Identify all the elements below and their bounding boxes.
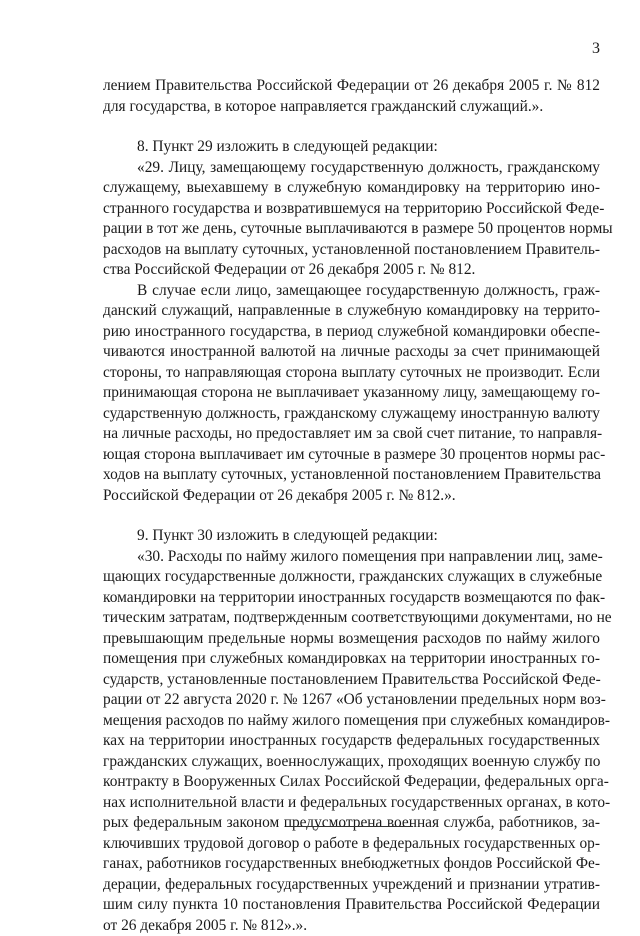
text-line: гражданских служащих, военнослужащих, проходящих военную службу по	[103, 752, 600, 773]
page-number: 3	[592, 40, 600, 58]
text-line: 9. Пункт 30 изложить в следующей редакции:	[103, 526, 600, 547]
text-line: ходов на выплату суточных, установленной постановлением Правительства	[103, 465, 600, 486]
text-line: рию иностранного государства, в период служебной командировки обеспе-	[103, 322, 600, 343]
text-line: помещения при служебных командировках на территории иностранных го-	[103, 649, 600, 670]
text-line: сударств, установленные постановлением Правительства Российской Феде-	[103, 670, 600, 691]
text-line: контракту в Вооруженных Силах Российской Федерации, федеральных орга-	[103, 772, 600, 793]
text-line: В случае если лицо, замещающее государственную должность, граж-	[103, 281, 600, 302]
text-line: чиваются иностранной валютой на личные расходы за счет принимающей	[103, 342, 600, 363]
text-line: сударственную должность, гражданскому служащему иностранную валюту	[103, 404, 600, 425]
text-line: для государства, в которое направляется гражданский служащий.».	[103, 97, 600, 118]
text-line: мещения расходов по найму жилого помещения при служебных командиров-	[103, 711, 600, 732]
paragraph-gap	[103, 506, 600, 526]
text-line: рых федеральным законом предусмотрена военная служба, работников, за-	[103, 813, 600, 834]
item-30-paragraph	[103, 547, 600, 936]
text-line: рации в тот же день, суточные выплачиваются в размере 50 процентов нормы	[103, 219, 600, 240]
text-line: дерации, федеральных государственных учреждений и признании утратив-	[103, 875, 600, 896]
text-line: служащему, выехавшему в служебную командировку на территорию ино-	[103, 178, 600, 199]
text-line: от 26 декабря 2005 г. № 812».».	[103, 916, 600, 936]
text-line: ключивших трудовой договор о работе в федеральных государственных ор-	[103, 834, 600, 855]
text-line: стороны, то направляющая сторона выплату суточных не производит. Если	[103, 363, 600, 384]
item-9-heading	[103, 526, 600, 547]
document-body	[103, 76, 600, 936]
text-line: принимающая сторона не выплачивает указанному лицу, замещающему го-	[103, 383, 600, 404]
text-line: Российской Федерации от 26 декабря 2005 г. № 812.».	[103, 486, 600, 507]
text-line: расходов на выплату суточных, установленной постановлением Правитель-	[103, 240, 600, 261]
text-line: превышающим предельные нормы возмещения расходов по найму жилого	[103, 629, 600, 650]
item-29-paragraph-1	[103, 158, 600, 281]
text-line: «30. Расходы по найму жилого помещения при направлении лиц, заме-	[103, 547, 600, 568]
text-line: лением Правительства Российской Федерации от 26 декабря 2005 г. № 812	[103, 76, 600, 97]
text-line: 8. Пункт 29 изложить в следующей редакции:	[103, 137, 600, 158]
text-line: нах исполнительной власти и федеральных государственных органах, в кото-	[103, 793, 600, 814]
text-line: ющая сторона выплачивает им суточные в размере 30 процентов нормы рас-	[103, 445, 600, 466]
text-line: на личные расходы, но предоставляет им за свой счет питание, то направля-	[103, 424, 600, 445]
text-line: данский служащий, направленные в служебную командировку на террито-	[103, 301, 600, 322]
paragraph-gap	[103, 117, 600, 137]
end-of-document-rule	[286, 826, 413, 827]
text-line: командировки на территории иностранных государств возмещаются по фак-	[103, 588, 600, 609]
text-line: тическим затратам, подтвержденным соответствующими документами, но не	[103, 608, 600, 629]
item-8-heading	[103, 137, 600, 158]
text-line: рации от 22 августа 2020 г. № 1267 «Об установлении предельных норм воз-	[103, 690, 600, 711]
text-line: странного государства и возвратившемуся на территорию Российской Феде-	[103, 199, 600, 220]
text-line: «29. Лицу, замещающему государственную должность, гражданскому	[103, 158, 600, 179]
text-line: ства Российской Федерации от 26 декабря 2005 г. № 812.	[103, 260, 600, 281]
continuation-paragraph	[103, 76, 600, 117]
text-line: шим силу пункта 10 постановления Правительства Российской Федерации	[103, 895, 600, 916]
text-line: щающих государственные должности, гражданских служащих в служебные	[103, 567, 600, 588]
item-29-paragraph-2	[103, 281, 600, 507]
text-line: ках на территории иностранных государств федеральных государственных	[103, 731, 600, 752]
text-line: ганах, работников государственных внебюджетных фондов Российской Фе-	[103, 854, 600, 875]
